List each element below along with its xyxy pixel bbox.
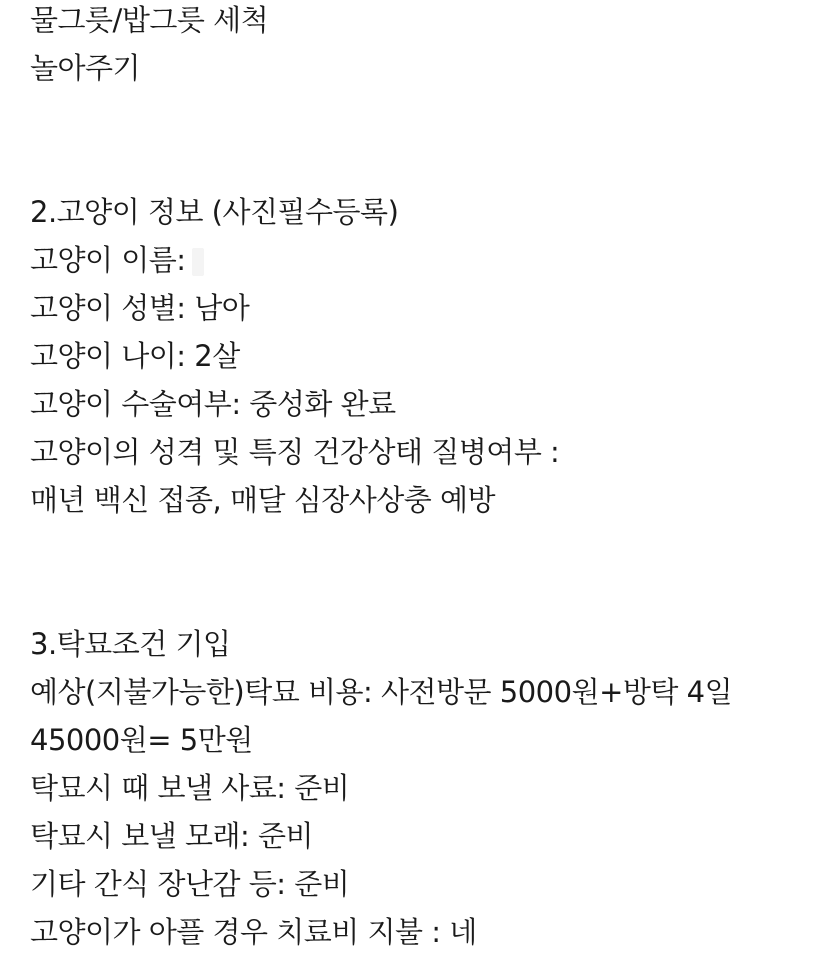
snacks-line: 기타 간식 장난감 등: 준비 — [30, 867, 350, 901]
redacted-name — [192, 248, 204, 276]
text-line: 물그릇/밥그릇 세척 — [30, 3, 269, 37]
cat-traits-line: 고양이의 성격 및 특징 건강상태 질병여부 : — [30, 435, 560, 469]
cat-surgery-line: 고양이 수술여부: 중성화 완료 — [30, 387, 396, 421]
document-body — [30, 0, 810, 960]
cat-name-line — [30, 240, 810, 288]
food-line: 탁묘시 때 보낼 사료: 준비 — [30, 771, 350, 805]
cat-sex-line: 고양이 성별: 남아 — [30, 291, 250, 325]
spacer — [30, 96, 810, 192]
cost-line: 예상(지불가능한)탁묘 비용: 사전방문 5000원+방탁 4일 — [30, 675, 733, 709]
spacer — [30, 528, 810, 624]
section-2-heading: 2.고양이 정보 (사진필수등록) — [30, 195, 399, 229]
treatment-line: 고양이가 아플 경우 치료비 지불 : 네 — [30, 915, 477, 949]
cost-total-line: 45000원= 5만원 — [30, 723, 253, 757]
section-3-heading: 3.탁묘조건 기입 — [30, 627, 231, 661]
litter-line: 탁묘시 보낼 모래: 준비 — [30, 819, 314, 853]
cat-name-label: 고양이 이름: — [30, 243, 186, 277]
cat-age-line: 고양이 나이: 2살 — [30, 339, 240, 373]
cat-health-line: 매년 백신 접종, 매달 심장사상충 예방 — [30, 483, 496, 517]
text-line: 놀아주기 — [30, 51, 141, 85]
